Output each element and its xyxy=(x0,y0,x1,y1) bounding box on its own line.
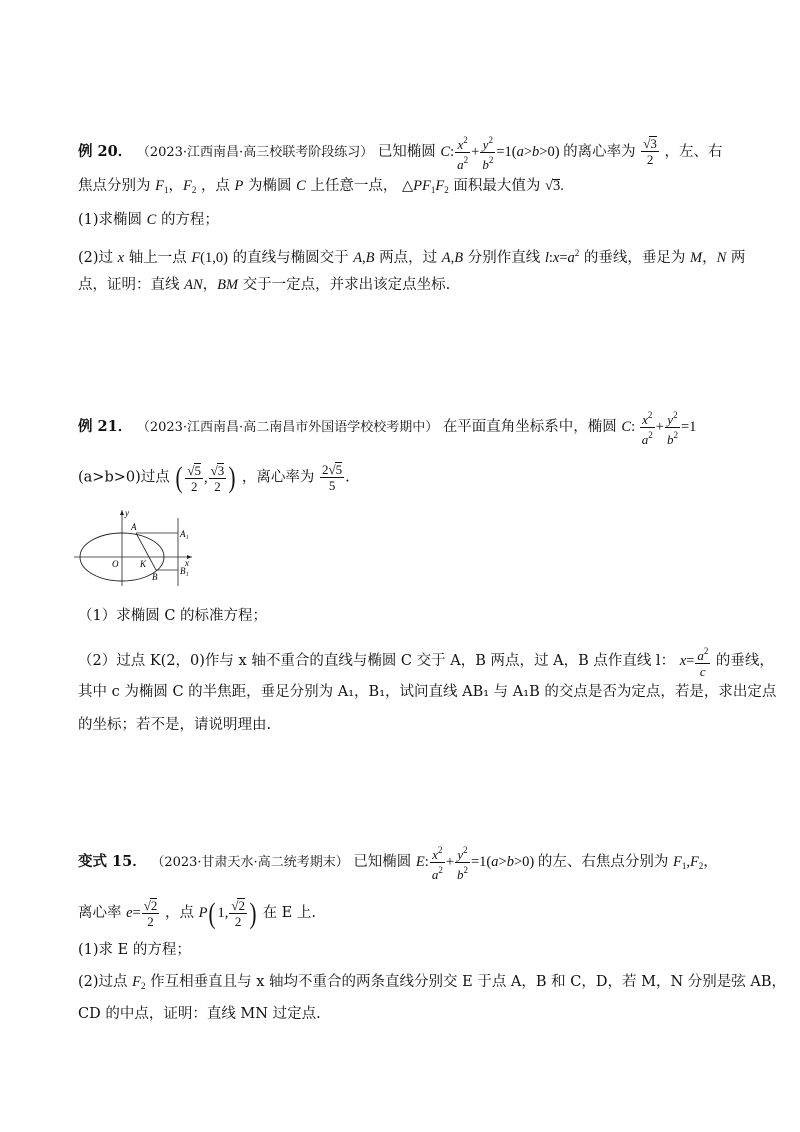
ex20-eccentricity: $\frac{√3}{2}$ xyxy=(643,136,657,168)
var15-text: 作互相垂直且与 x 轴均不重合的两条直线分别交 E 于点 A，B 和 C，D，若 M，N 分别是弦 AB， xyxy=(150,974,786,990)
ex21-part-2b: 其中 c 为椭圆 C 的半焦距，垂足分别为 A₁，B₁，试问直线 AB₁ 与 A₁B 的交点是否为定点，若是，求出定点 xyxy=(78,684,777,700)
ex20-part-2: (2)过 x 轴上一点 F(1,0) 的直线与椭圆交于 A,B 两点，过 A,B 分别作直线 $l:x=a^2$ 的垂线，垂足为 M，N 两 xyxy=(78,248,746,266)
var15-text: (2)过点 xyxy=(78,974,128,990)
ellipse-figure xyxy=(74,508,194,588)
ex20-text: ，点 xyxy=(200,178,230,194)
ex20-text: 的直线与椭圆交于 xyxy=(232,250,349,266)
ex20-text: ，左、右 xyxy=(664,143,723,160)
label-y: y xyxy=(125,508,129,518)
ex20-ellipse-eq: C: $\frac{x^2}{a^2}$ + $\frac{y^2}{b^2}$ =1(a>b>0) xyxy=(440,135,564,172)
var15-part-2b: CD 的中点，证明：直线 MN 过定点. xyxy=(78,1006,321,1022)
label-o: O xyxy=(112,559,119,569)
ex20-source: （2023·江西南昌·高三校联考阶段练习） xyxy=(136,144,374,160)
ex20-text: (1)求椭圆 xyxy=(78,212,143,228)
var15-line-1: 变式 15． （2023·甘肃天水·高二统考期末） 已知椭圆 E: $\frac{x^2}{a^2}$ + $\frac{y^2}{b^2}$ =1(a>b>0) 的左、右焦点分别为 $F_1,F_2$， xyxy=(78,845,718,882)
ex21-eccentricity: $\frac{2√5}{5}$ xyxy=(322,462,343,493)
ellipse-diagram xyxy=(74,508,194,588)
ex20-text: 的方程； xyxy=(160,212,219,228)
ex21-text: （2）过点 K(2，0)作与 x 轴不重合的直线与椭圆 C 交于 A，B 两点，过 A，B 点作直线 l： xyxy=(78,652,676,669)
ex21-line-2: (a>b>0)过点 ( $\frac{√5}{2}$ , $\frac{√3}{2}$ ) ，离心率为 $\frac{2√5}{5}$ . xyxy=(78,461,350,495)
ex20-text: 交于一定点，并求出该定点坐标. xyxy=(242,277,451,293)
var15-line-2: 离心率 e= $\frac{√2}{2}$ ，点 P( 1, $\frac{√2}{2}$ ) 在 E 上. xyxy=(78,896,316,930)
ex21-text: (a>b>0)过点 xyxy=(78,469,170,486)
ex21-line-1 xyxy=(78,408,696,447)
ex21-part-2c: 的坐标；若不是，请说明理由. xyxy=(78,717,272,733)
ex20-text: (2)过 xyxy=(78,250,114,266)
label-b: B xyxy=(152,572,158,582)
ex20-text: 的垂线，垂足为 xyxy=(583,250,686,266)
label-k: K xyxy=(140,559,147,569)
label-a: A xyxy=(131,522,137,532)
ex21-part-2: （2）过点 K(2，0)作与 x 轴不重合的直线与椭圆 C 交于 A，B 两点，过 A，B 点作直线 l： x= $\frac{a^2}{c}$ 的垂线， xyxy=(78,646,774,679)
ex20-text: 的离心率为 xyxy=(563,143,636,160)
ex20-text: 焦点分别为 xyxy=(78,178,151,194)
var15-ellipse-eq: E: $\frac{x^2}{a^2}$ + $\frac{y^2}{b^2}$ =1(a>b>0) xyxy=(415,845,538,882)
label-a1: A₁ xyxy=(180,529,189,539)
ex21-label: 例 21． xyxy=(78,417,133,435)
ex20-text: 点，证明：直线 xyxy=(78,277,180,293)
ex20-text: 两点，过 xyxy=(379,250,438,266)
ex20-text: 两 xyxy=(730,250,746,266)
var15-part-1: (1)求 E 的方程； xyxy=(78,942,191,958)
var15-text: ，点 xyxy=(164,904,194,921)
ex20-line-2: 焦点分别为 $F_1$，$F_2$ ，点 P 为椭圆 C 上任意一点， $\triangle PF_1F_2$ 面积最大值为 √3. xyxy=(78,178,564,195)
var15-text: 在 E 上. xyxy=(262,904,316,921)
ex20-text: 分别作直线 xyxy=(467,250,541,266)
var15-text: 已知椭圆 xyxy=(353,853,412,870)
ex21-text: ，离心率为 xyxy=(241,469,315,486)
label-b1: B₁ xyxy=(180,566,189,576)
label-x: x xyxy=(185,558,189,568)
ex21-ellipse-eq: C: $\frac{x^2}{a^2}$ + $\frac{y^2}{b^2}$ =1 xyxy=(621,410,697,447)
var15-text: 离心率 xyxy=(78,904,122,921)
ex21-source: （2023·江西南昌·高二南昌市外国语学校校考期中） xyxy=(136,419,439,435)
ex20-text: 上任意一点， xyxy=(310,178,398,194)
y-axis-arrow xyxy=(120,510,124,515)
ex20-text: 面积最大值为 xyxy=(453,178,541,194)
ex21-point: ( $\frac{√5}{2}$ , $\frac{√3}{2}$ ) xyxy=(175,461,236,495)
var15-source: （2023·甘肃天水·高二统考期末） xyxy=(151,854,349,870)
ex20-text: 为椭圆 xyxy=(248,178,292,194)
ex21-text: 的垂线， xyxy=(715,652,774,669)
var15-part-2: (2)过点 $F_2$ 作互相垂直且与 x 轴均不重合的两条直线分别交 E 于点 A，B 和 C，D，若 M，N 分别是弦 AB， xyxy=(78,974,786,991)
ex20-part-2b: 点，证明：直线 AN，BM 交于一定点，并求出该定点坐标. xyxy=(78,277,451,293)
ex20-part-1: (1)求椭圆 C 的方程； xyxy=(78,212,219,228)
ex20-text: 轴上一点 xyxy=(128,250,187,266)
ex20-text: 已知椭圆 xyxy=(377,143,436,160)
var15-label: 变式 15． xyxy=(78,852,147,870)
var15-text: 的左、右焦点分别为 xyxy=(537,853,669,870)
var15-point: P( 1, $\frac{√2}{2}$ ) xyxy=(198,896,257,930)
ex21-part-1: （1）求椭圆 C 的标准方程； xyxy=(78,608,268,624)
ex20-label: 例 20． xyxy=(78,142,133,160)
ex20-line-1 xyxy=(78,133,723,172)
ex21-text: 在平面直角坐标系中，椭圆 xyxy=(442,418,617,435)
